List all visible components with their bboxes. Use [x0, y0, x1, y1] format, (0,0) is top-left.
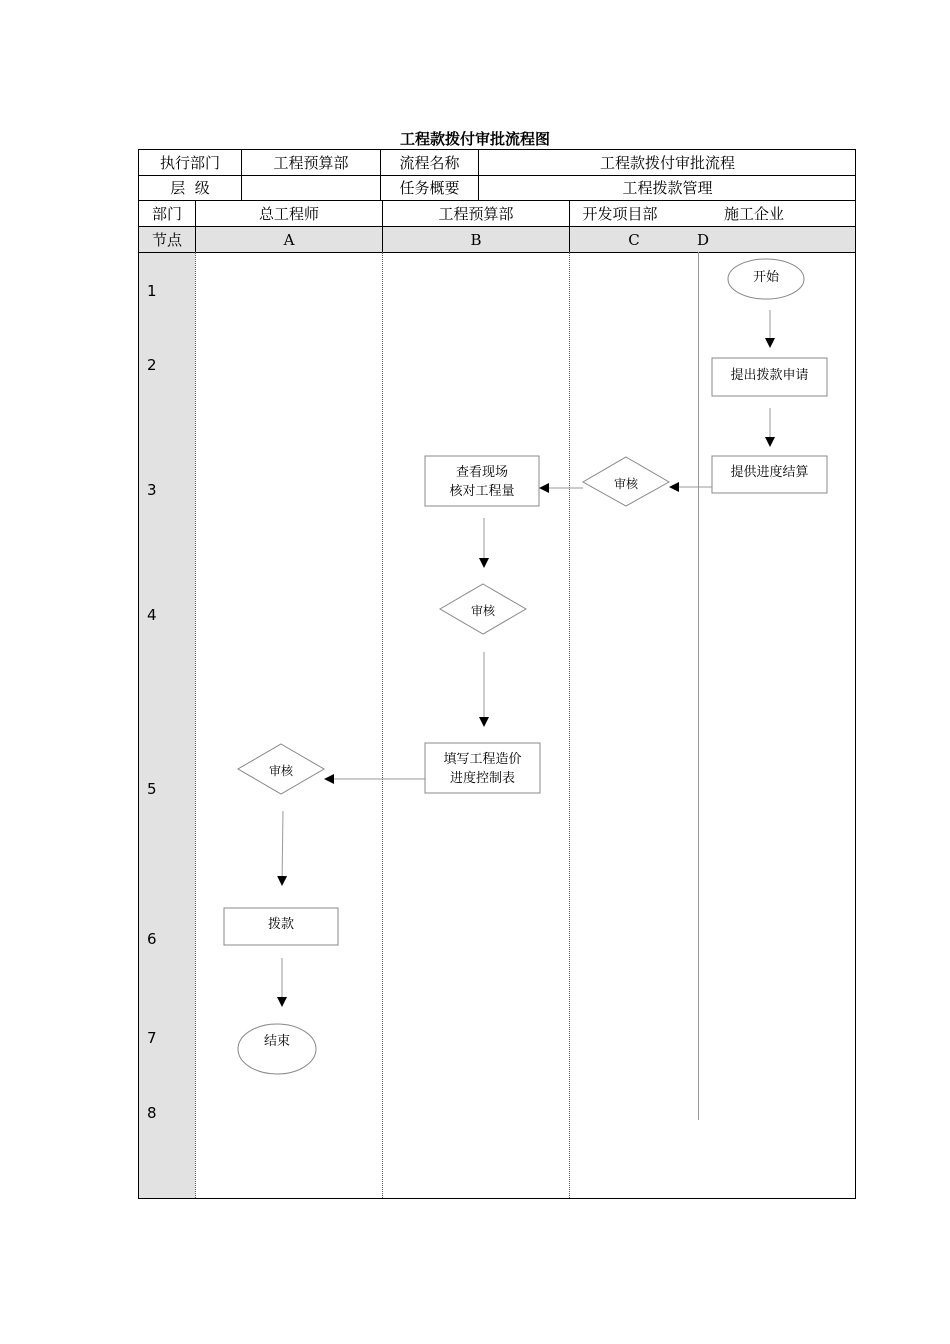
dept-a: 总工程师 [258, 205, 319, 223]
arrow-review-a-to-pay [282, 811, 283, 885]
review-b-label: 审核 [470, 604, 495, 618]
task-summary-value: 工程拨款管理 [622, 179, 713, 197]
row-number-7: 7 [147, 1029, 157, 1047]
dept-c: 开发项目部 [582, 205, 658, 223]
process-name-value: 工程款拨付审批流程 [599, 154, 735, 172]
end-node-label: 结束 [263, 1034, 290, 1049]
review-a-label: 审核 [268, 764, 293, 778]
row-number-6: 6 [147, 930, 157, 948]
row-number-2: 2 [147, 356, 157, 374]
lane-code-a: A [283, 231, 295, 249]
review-c-label: 审核 [613, 477, 638, 491]
inspect-node-label-line2: 核对工程量 [449, 484, 515, 499]
exec-dept-value: 工程预算部 [273, 154, 349, 172]
row-number-3: 3 [147, 481, 157, 499]
node-label: 节点 [151, 231, 182, 249]
lane-code-c: C [628, 231, 640, 249]
dept-label: 部门 [151, 205, 182, 223]
dept-b: 工程预算部 [438, 205, 514, 223]
pay-node-label: 拨款 [267, 917, 294, 932]
row-number-4: 4 [147, 606, 157, 624]
level-label: 层 级 [170, 179, 210, 197]
process-name-label: 流程名称 [399, 154, 460, 172]
row-number-5: 5 [147, 780, 157, 798]
diagram-title: 工程款拨付审批流程图 [399, 130, 550, 148]
apply-node-label: 提出拨款申请 [730, 368, 809, 383]
task-summary-label: 任务概要 [399, 179, 460, 197]
fill-node-label-line1: 填写工程造价 [443, 752, 522, 767]
dept-d: 施工企业 [723, 205, 784, 223]
lane-code-b: B [470, 231, 482, 249]
row-number-8: 8 [147, 1104, 157, 1122]
start-node-label: 开始 [752, 270, 779, 285]
lane-code-d: D [697, 231, 710, 249]
progress-node-label: 提供进度结算 [730, 465, 809, 480]
exec-dept-label: 执行部门 [159, 154, 220, 172]
row-number-1: 1 [147, 282, 157, 300]
fill-node-label-line2: 进度控制表 [449, 771, 515, 786]
inspect-node-label-line1: 查看现场 [455, 465, 508, 480]
